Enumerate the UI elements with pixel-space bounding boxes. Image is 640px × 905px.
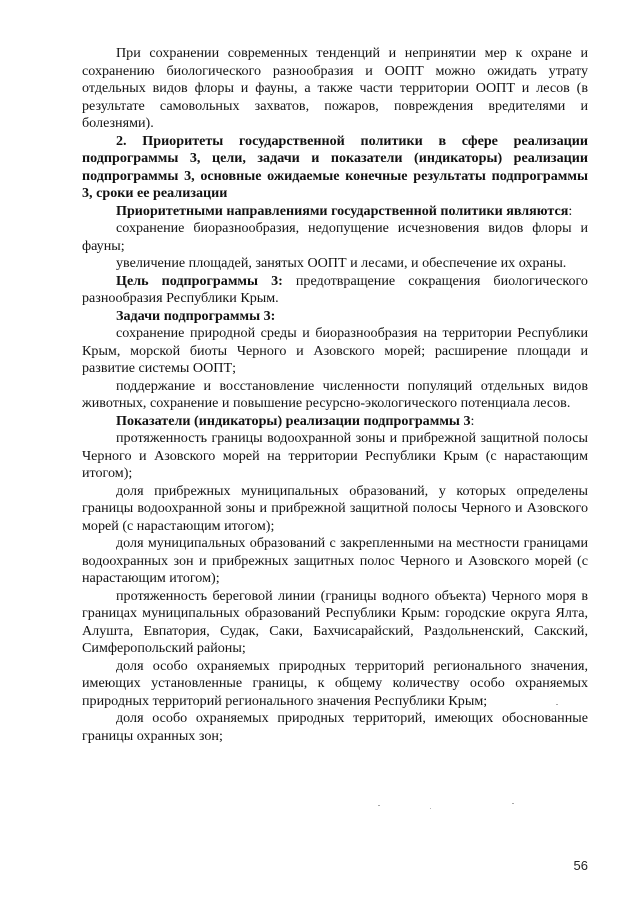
- paragraph-indicators: [82, 413, 588, 431]
- goal-text: предотвращение сокращения биологического разнообразия Республики Крым.: [82, 272, 588, 306]
- scan-speck: [378, 805, 380, 806]
- scan-speck: [556, 704, 558, 705]
- scan-speck: [512, 803, 514, 804]
- paragraph-intro: При сохранении современных тенденций и непринятии мер к охране и сохранению биологического разнообразия и ООПТ можно ожидать утрату отдельных видов флоры и фауны, а также части территории ООПТ и лесов (в результате самовольных захватов, пожаров, повреждения вредителями и болезнями).: [82, 45, 588, 131]
- page-number: 56: [573, 858, 588, 873]
- indicators-colon: :: [470, 412, 475, 429]
- list-item-task-populations: поддержание и восстановление численности популяций отдельных видов животных, сохранение и повышение ресурсно-экологического потенциала лесов.: [82, 377, 588, 411]
- paragraph-priorities: [82, 203, 588, 221]
- paragraph-goal: [82, 273, 588, 308]
- list-item-indicator-boundary-length: протяженность границы водоохранной зоны и прибрежной защитной полосы Черного и Азовского морей на территории Республики Крым (с нарастающим итогом);: [82, 430, 588, 481]
- list-item-indicator-coastline: протяженность береговой линии (границы водного объекта) Черного моря в границах муниципальных образований Республики Крым: городские округа Ялта, Алушта, Евпатория, Судак, Саки, Бахчисарайский, Раздольненский, Сакский, Симферопольский районы;: [82, 587, 588, 656]
- tasks-heading: Задачи подпрограммы 3:: [116, 307, 276, 324]
- section-heading: 2. Приоритеты государственной политики в сфере реализации подпрограммы 3, цели, задачи и показатели (индикаторы) реализации подпрограммы 3, основные ожидаемые конечные результаты подпрограммы 3, сроки ее реализации: [82, 132, 588, 201]
- list-item-biodiversity: сохранение биоразнообразия, недопущение исчезновения видов флоры и фауны;: [82, 220, 588, 254]
- priorities-label: Приоритетными направлениями государственной политики являются: [116, 202, 569, 219]
- document-page: [82, 45, 588, 745]
- scan-speck: [430, 808, 431, 809]
- list-item-indicator-coastal-share: доля прибрежных муниципальных образований, у которых определены границы водоохранной зоны и прибрежной защитной полосы Черного и Азовского морей (с нарастающим итогом);: [82, 482, 588, 534]
- list-item-indicator-oopt-boundaries: доля особо охраняемых природных территорий регионального значения, имеющих установленные границы, к общему количеству особо охраняемых природных территорий регионального значения Республики Крым;: [82, 657, 588, 709]
- goal-label: Цель подпрограммы 3:: [116, 272, 283, 289]
- priorities-colon: :: [568, 202, 573, 219]
- indicators-label: Показатели (индикаторы) реализации подпрограммы 3: [116, 412, 471, 429]
- list-item-task-nature: сохранение природной среды и биоразнообразия на территории Республики Крым, морской биоты Черного и Азовского морей; расширение площади и развитие системы ООПТ;: [82, 325, 588, 376]
- list-item-indicator-fixed-boundaries: доля муниципальных образований с закрепленными на местности границами водоохранных зон и прибрежных защитных полос Черного и Азовского морей (с нарастающим итогом);: [82, 535, 588, 586]
- list-item-area-increase: увеличение площадей, занятых ООПТ и лесами, и обеспечение их охраны.: [116, 255, 567, 271]
- list-item-indicator-protection-zones: доля особо охраняемых природных территорий, имеющих обоснованные границы охранных зон;: [82, 710, 588, 744]
